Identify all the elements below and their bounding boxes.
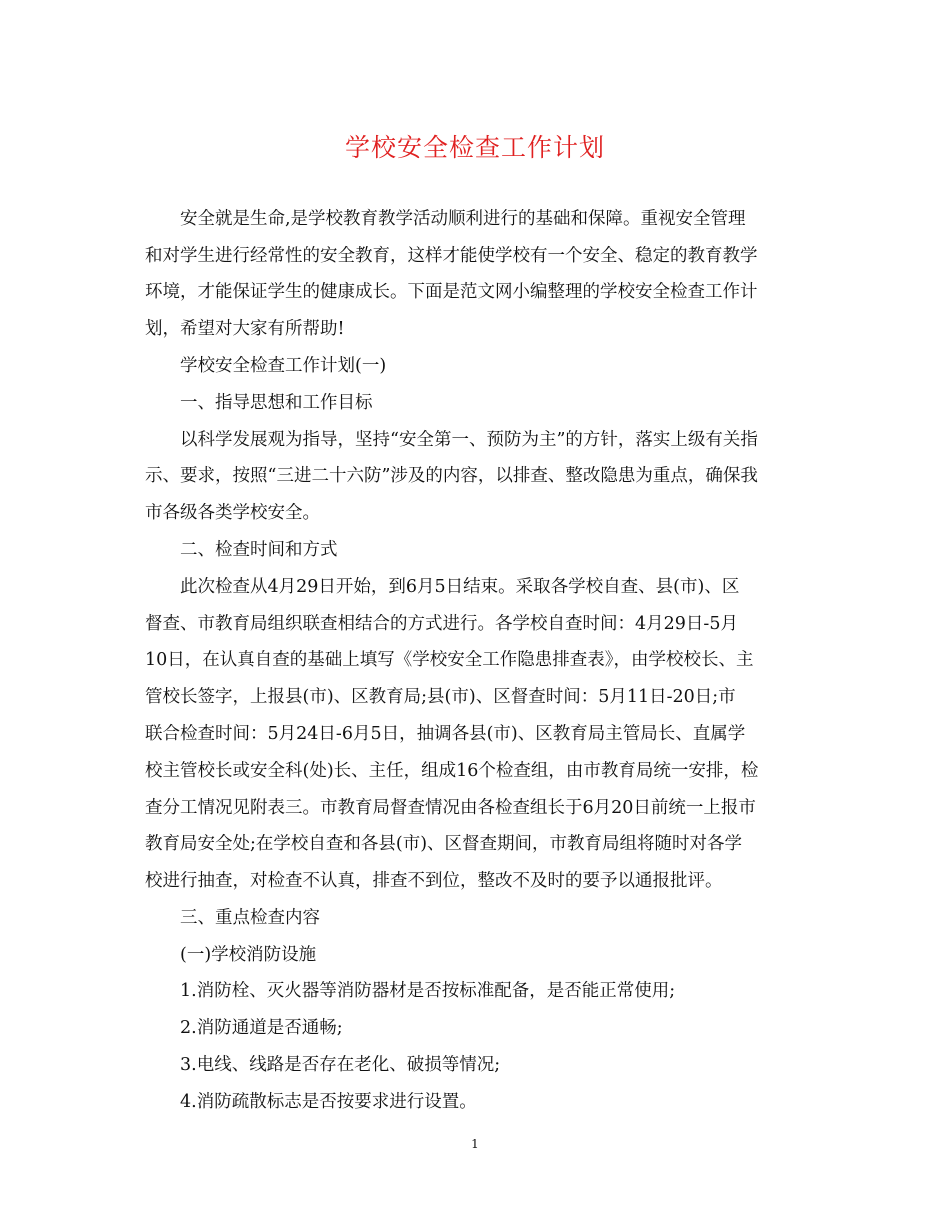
body-line: 和对学生进行经常性的安全教育，这样才能使学校有一个安全、稳定的教育教学	[145, 246, 758, 266]
body-line: 10日，在认真自查的基础上填写《学校安全工作隐患排查表》，由学校校长、主	[145, 650, 754, 670]
body-line: 校主管校长或安全科(处)长、主任，组成16个检查组，由市教育局统一安排，检	[145, 761, 759, 781]
body-line: 以科学发展观为指导，坚持“安全第一、预防为主”的方针，落实上级有关指	[145, 430, 758, 450]
body-line: 教育局安全处;在学校自查和各县(市)、区督查期间，市教育局组将随时对各学	[145, 834, 743, 854]
body-line: 督查、市教育局组织联查相结合的方式进行。各学校自查时间：4月29日-5月	[145, 614, 738, 634]
page-number: 1	[471, 1137, 479, 1151]
section-heading: 学校安全检查工作计划(一)	[145, 356, 387, 376]
section-heading: 一、指导思想和工作目标	[145, 393, 373, 413]
body-line: 示、要求，按照“三进二十六防”涉及的内容，以排查、整改隐患为重点，确保我	[145, 466, 758, 486]
list-item: 2.消防通道是否通畅;	[145, 1018, 343, 1038]
section-heading: 二、检查时间和方式	[145, 540, 338, 560]
body-line: 安全就是生命,是学校教育教学活动顺利进行的基础和保障。重视安全管理	[145, 209, 746, 229]
body-line: 联合检查时间：5月24日-6月5日，抽调各县(市)、区教育局主管局长、直属学	[145, 724, 746, 744]
body-line: 此次检查从4月29日开始，到6月5日结束。采取各学校自查、县(市)、区	[145, 577, 740, 597]
body-line: 校进行抽查，对检查不认真，排查不到位，整改不及时的要予以通报批评。	[145, 871, 723, 891]
document-title: 学校安全检查工作计划	[344, 133, 605, 162]
list-item: 3.电线、线路是否存在老化、破损等情况;	[145, 1055, 501, 1075]
body-line: 划，希望对大家有所帮助!	[145, 319, 345, 339]
subsection-heading: (一)学校消防设施	[145, 945, 317, 965]
body-line: 环境，才能保证学生的健康成长。下面是范文网小编整理的学校安全检查工作计	[145, 282, 758, 302]
list-item: 1.消防栓、灭火器等消防器材是否按标准配备，是否能正常使用;	[145, 981, 676, 1001]
body-line: 市各级各类学校安全。	[145, 503, 320, 523]
list-item: 4.消防疏散标志是否按要求进行设置。	[145, 1092, 477, 1112]
section-heading: 三、重点检查内容	[145, 908, 320, 928]
body-line: 管校长签字，上报县(市)、区教育局;县(市)、区督查时间：5月11日-20日;市	[145, 687, 736, 707]
body-line: 查分工情况见附表三。市教育局督查情况由各检查组长于6月20日前统一上报市	[145, 798, 756, 818]
